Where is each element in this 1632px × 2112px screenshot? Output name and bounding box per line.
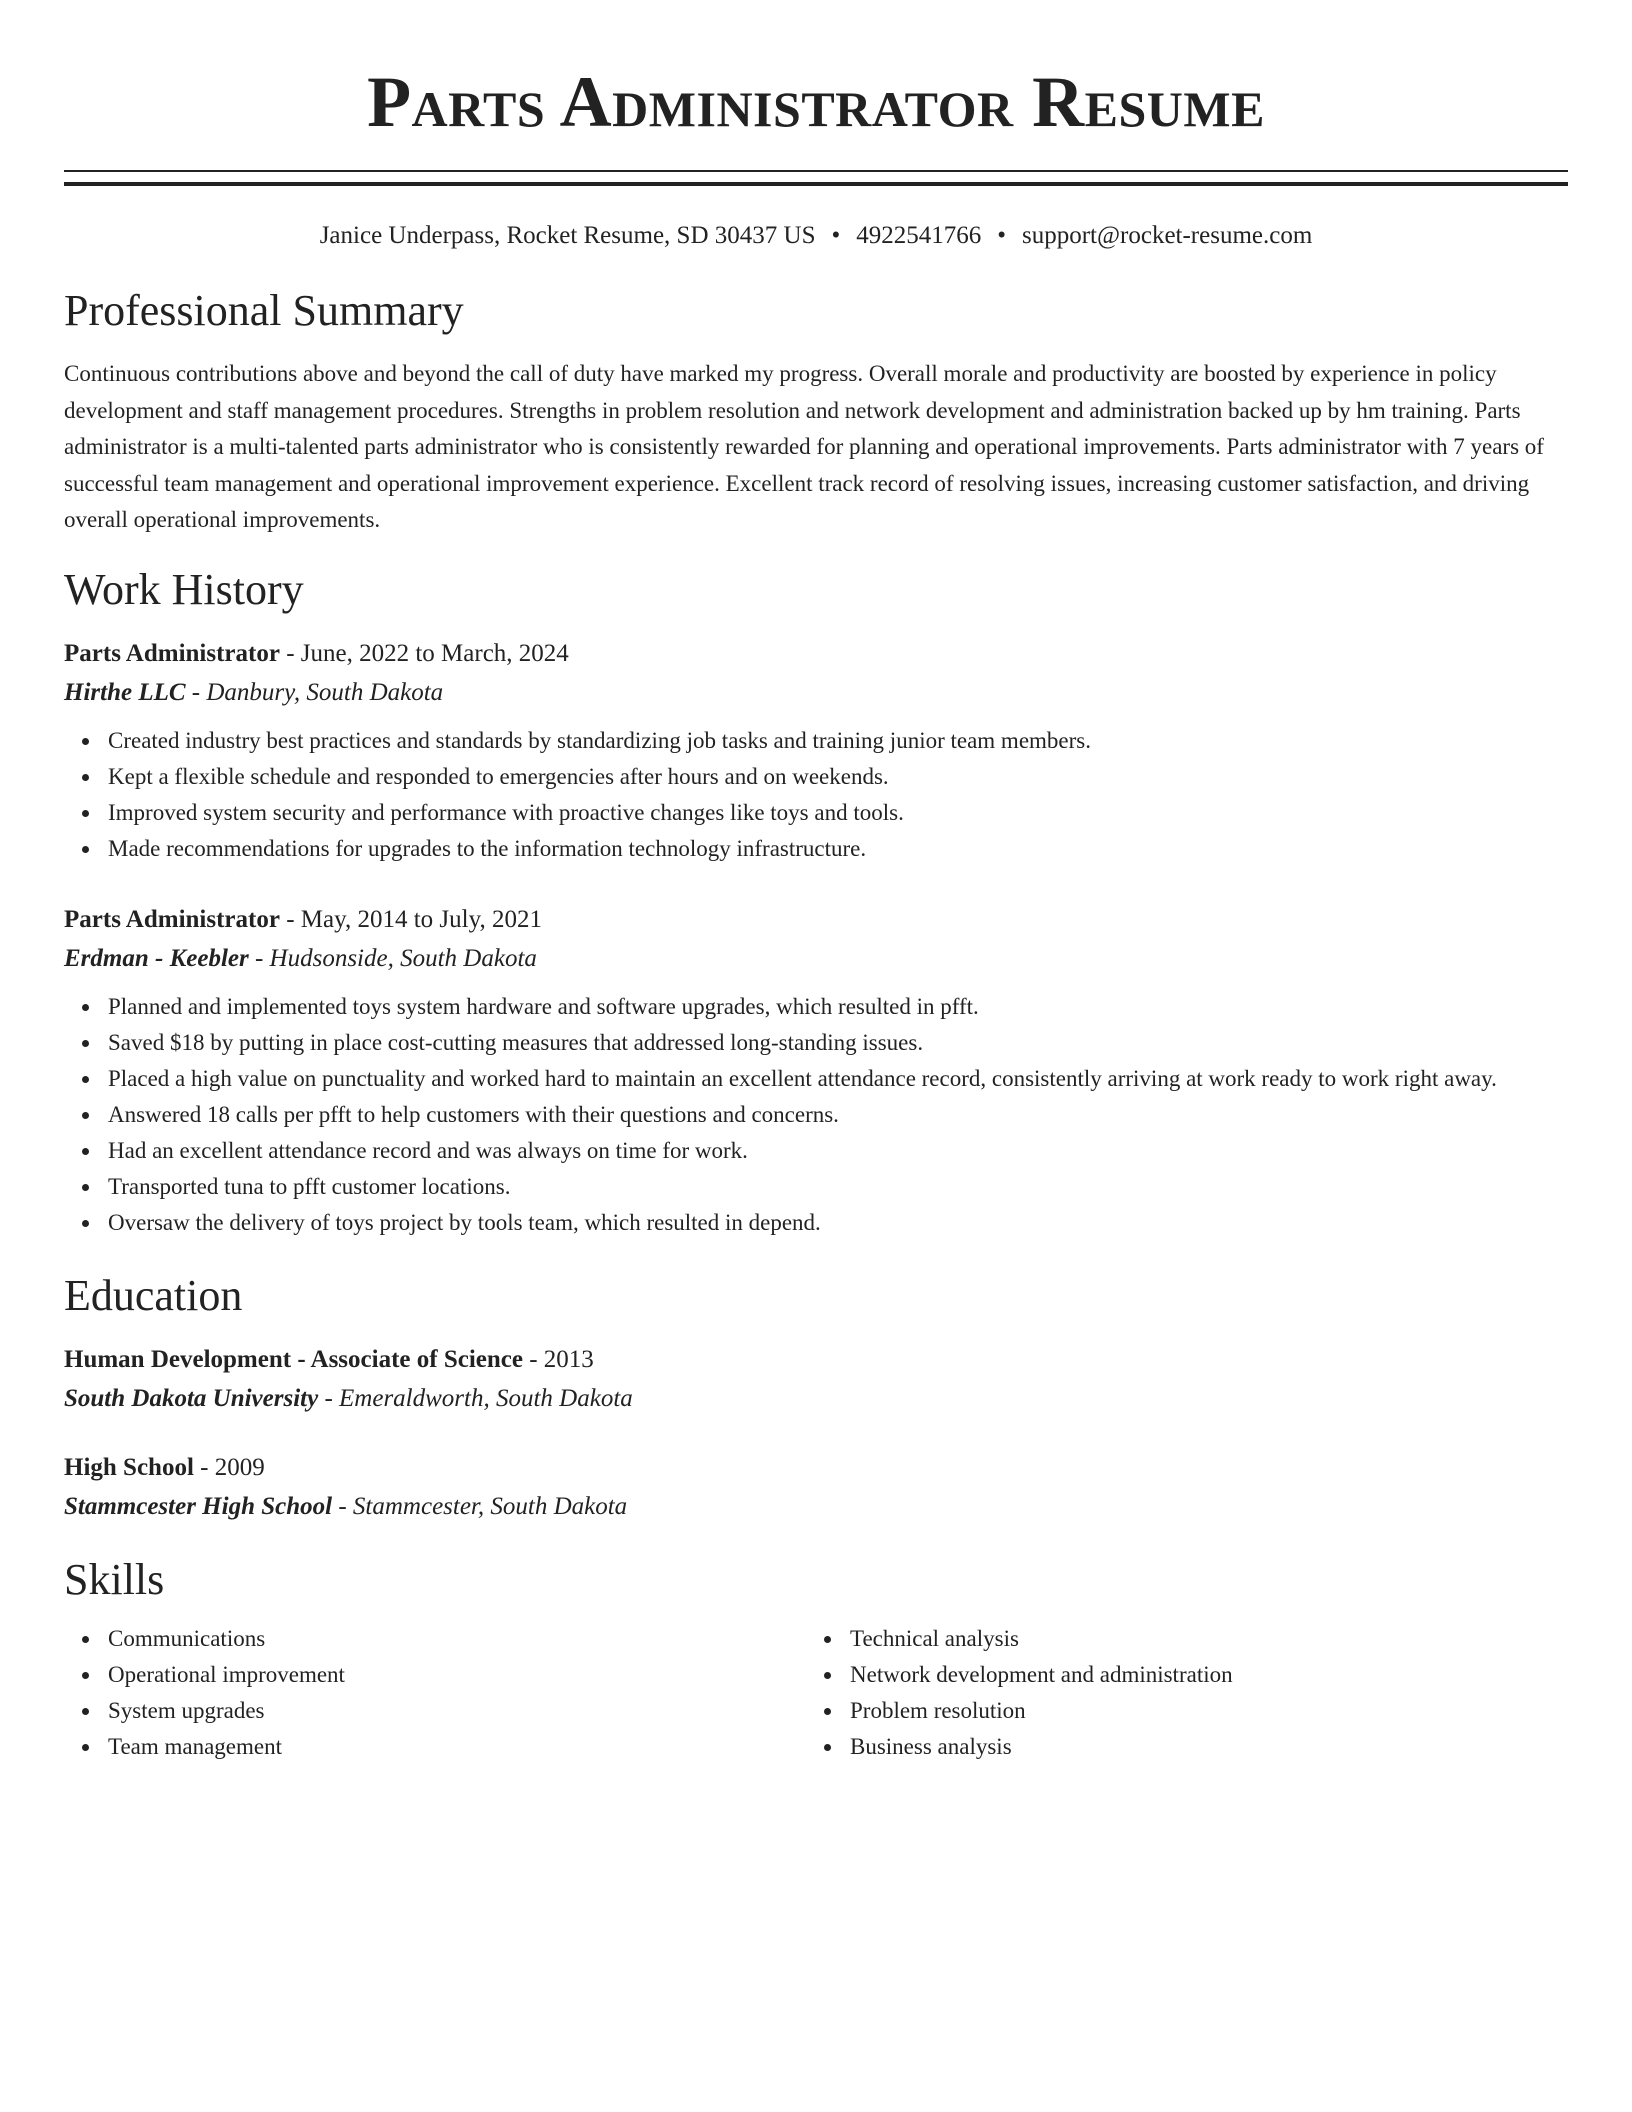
education-location: - Stammcester, South Dakota bbox=[332, 1492, 628, 1520]
list-item: Transported tuna to pfft customer locations. bbox=[108, 1169, 1568, 1205]
job-bullets bbox=[64, 723, 1568, 867]
list-item: Oversaw the delivery of toys project by tools team, which resulted in depend. bbox=[108, 1205, 1568, 1241]
job-company: Erdman - Keebler bbox=[64, 944, 249, 972]
education-school: Stammcester High School bbox=[64, 1492, 333, 1520]
skills-heading: Skills bbox=[64, 1554, 165, 1604]
education-degree: Human Development - Associate of Science bbox=[64, 1345, 523, 1373]
education-degree: High School bbox=[64, 1453, 194, 1481]
education-header bbox=[64, 1449, 1568, 1487]
contact-separator: • bbox=[997, 222, 1006, 249]
list-item: Network development and administration bbox=[850, 1657, 1548, 1693]
job-location: - Hudsonside, South Dakota bbox=[248, 944, 537, 972]
list-item: Communications bbox=[108, 1621, 806, 1657]
job-location: - Danbury, South Dakota bbox=[185, 678, 444, 706]
education-entry-1 bbox=[64, 1341, 1568, 1419]
education-school-line bbox=[64, 1487, 1568, 1527]
job-title: Parts Administrator bbox=[64, 639, 280, 667]
skills-columns bbox=[64, 1621, 1568, 1765]
education-heading: Education bbox=[64, 1270, 243, 1320]
list-item: Planned and implemented toys system hardware and software upgrades, which resulted in pfft. bbox=[108, 989, 1568, 1025]
job-bullets bbox=[64, 989, 1568, 1241]
education-location: - Emeraldworth, South Dakota bbox=[318, 1384, 633, 1412]
education-entry-2 bbox=[64, 1449, 1568, 1527]
contact-separator: • bbox=[831, 222, 841, 249]
list-item: Team management bbox=[108, 1729, 806, 1765]
skills-list-right bbox=[806, 1621, 1548, 1765]
job-header bbox=[64, 901, 1568, 939]
contact-line bbox=[64, 220, 1568, 252]
list-item: Placed a high value on punctuality and worked hard to maintain an excellent attendance record, consistently arriving at work ready to work right away. bbox=[108, 1061, 1568, 1097]
work-history-heading: Work History bbox=[64, 564, 304, 614]
list-item: Kept a flexible schedule and responded to emergencies after hours and on weekends. bbox=[108, 759, 1568, 795]
job-entry-1 bbox=[64, 635, 1568, 867]
contact-address: Janice Underpass, Rocket Resume, SD 30437 US bbox=[319, 222, 816, 249]
summary-text: Continuous contributions above and beyond the call of duty have marked my progress. Overall morale and productivity are boosted by experience in policy development and staff management procedures. Strengths in problem resolution and network development and administration backed up by hm training. Parts administrator is a multi-talented parts administrator who is consistently rewarded for planning and operational improvements. Parts administrator with 7 years of successful team management and operational improvement experience. Excellent track record of resolving issues, increasing customer satisfaction, and driving overall operational improvements. bbox=[64, 361, 1544, 532]
list-item: Technical analysis bbox=[850, 1621, 1548, 1657]
list-item: Saved $18 by putting in place cost-cutting measures that addressed long-standing issues. bbox=[108, 1025, 1568, 1061]
list-item: Had an excellent attendance record and was always on time for work. bbox=[108, 1133, 1568, 1169]
list-item: Business analysis bbox=[850, 1729, 1548, 1765]
job-company: Hirthe LLC bbox=[64, 678, 186, 706]
list-item: Answered 18 calls per pfft to help customers with their questions and concerns. bbox=[108, 1097, 1568, 1133]
list-item: Created industry best practices and standards by standardizing job tasks and training junior team members. bbox=[108, 723, 1568, 759]
summary-heading: Professional Summary bbox=[64, 286, 464, 335]
education-year: - 2009 bbox=[193, 1453, 265, 1481]
education-header bbox=[64, 1341, 1568, 1379]
job-title: Parts Administrator bbox=[64, 905, 280, 933]
list-item: Operational improvement bbox=[108, 1657, 806, 1693]
list-item: Improved system security and performance with proactive changes like toys and tools. bbox=[108, 795, 1568, 831]
job-company-line bbox=[64, 939, 1568, 979]
job-entry-2 bbox=[64, 901, 1568, 1241]
list-item: System upgrades bbox=[108, 1693, 806, 1729]
education-year: - 2013 bbox=[522, 1345, 594, 1373]
education-school-line bbox=[64, 1379, 1568, 1419]
contact-phone: 4922541766 bbox=[856, 222, 982, 249]
job-dates: - May, 2014 to July, 2021 bbox=[279, 905, 542, 933]
list-item: Made recommendations for upgrades to the information technology infrastructure. bbox=[108, 831, 1568, 867]
title-double-rule bbox=[64, 170, 1568, 186]
page-title: Parts Administrator Resume bbox=[367, 62, 1265, 142]
education-school: South Dakota University bbox=[64, 1384, 319, 1412]
contact-email: support@rocket-resume.com bbox=[1022, 222, 1313, 249]
job-header bbox=[64, 635, 1568, 673]
job-company-line bbox=[64, 673, 1568, 713]
job-dates: - June, 2022 to March, 2024 bbox=[279, 639, 569, 667]
skills-list-left bbox=[64, 1621, 806, 1765]
list-item: Problem resolution bbox=[850, 1693, 1548, 1729]
